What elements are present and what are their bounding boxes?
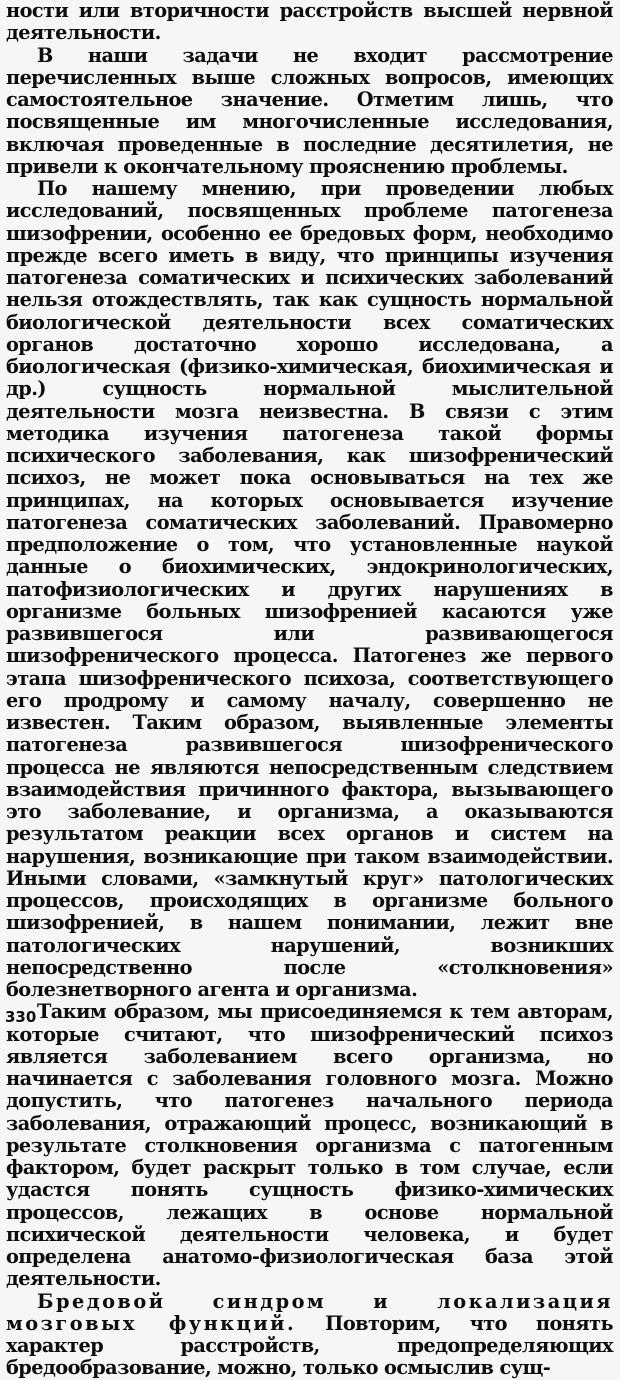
paragraph-conclusion: Таким образом, мы присоединяемся к тем авторам, которые считают, что шизофренический психоз является заболеванием всего организма, но начинается с заболевания головного мозга. Можно допустить, что патогенез начального периода заболевания, отражающий процесс, возникающий в результате столкновения организма с патогенным фактором, будет раскрыт только в том случае, если удастся понять сущность физико-химических процессов, лежащих в основе нормальной психической деятельности человека, и будет определена анатомо-физиологическая база этой деятельности. [6,1000,613,1291]
paragraph-delusional-syndrome [6,1291,613,1380]
page-number: 330 [5,1008,37,1026]
paragraph-continuation: ности или вторичности расстройств высшей нервной деятельности. [6,0,613,45]
paragraph-text: Повторим, что понять характер расстройств, предопределяющих бредообразование, можно, только осмыслив сущ- [6,1311,614,1380]
spaced-heading: Бредовой синдром и локализация мозговых функций. [6,1289,613,1335]
paragraph-opinion: По нашему мнению, при проведении любых исследований, посвященных проблеме патогенеза шизофрении, особенно ее бредовых форм, необходимо прежде всего иметь в виду, что принципы изучения патогенеза соматических и психических заболеваний нельзя отождествлять, так как сущность нормальной биологической деятельности всех соматических органов достаточно хорошо исследована, а биологическая (физико-химическая, биохимическая и др.) сущность нормальной мыслительной деятельности мозга неизвестна. В связи с этим методика изучения патогенеза такой формы психического заболевания, как шизофренический психоз, не может пока основываться на тех же принципах, на которых основывается изучение патогенеза соматических заболеваний. Правомерно предположение о том, что установленные наукой данные о биохимических, эндокринологических, патофизиологических и других нарушениях в организме больных шизофренией касаются уже развившегося или развивающегося шизофренического процесса. Патогенез же первого этапа шизофренического психоза, соответствующего его продрому и самому началу, совершенно не известен. Таким образом, выявленные элементы патогенеза развившегося шизофренического процесса не являются непосредственным следствием взаимодействия причинного фактора, вызывающего это заболевание, и организма, а оказываются результатом реакции всех органов и систем на нарушения, возникающие при таком взаимодействии. Иными словами, «замкнутый круг» патологических процессов, происходящих в организме больного шизофренией, в нашем понимании, лежит вне патологических нарушений, возникших непосредственно после «столкновения» болезнетворного агента и организма. [6,177,613,1001]
paragraph-tasks: В наши задачи не входит рассмотрение перечисленных выше сложных вопросов, имеющих самостоятельное значение. Отметим лишь, что посвященные им многочисленные исследования, включая проведенные в последние десятилетия, не привели к окончательному прояснению проблемы. [6,43,613,178]
